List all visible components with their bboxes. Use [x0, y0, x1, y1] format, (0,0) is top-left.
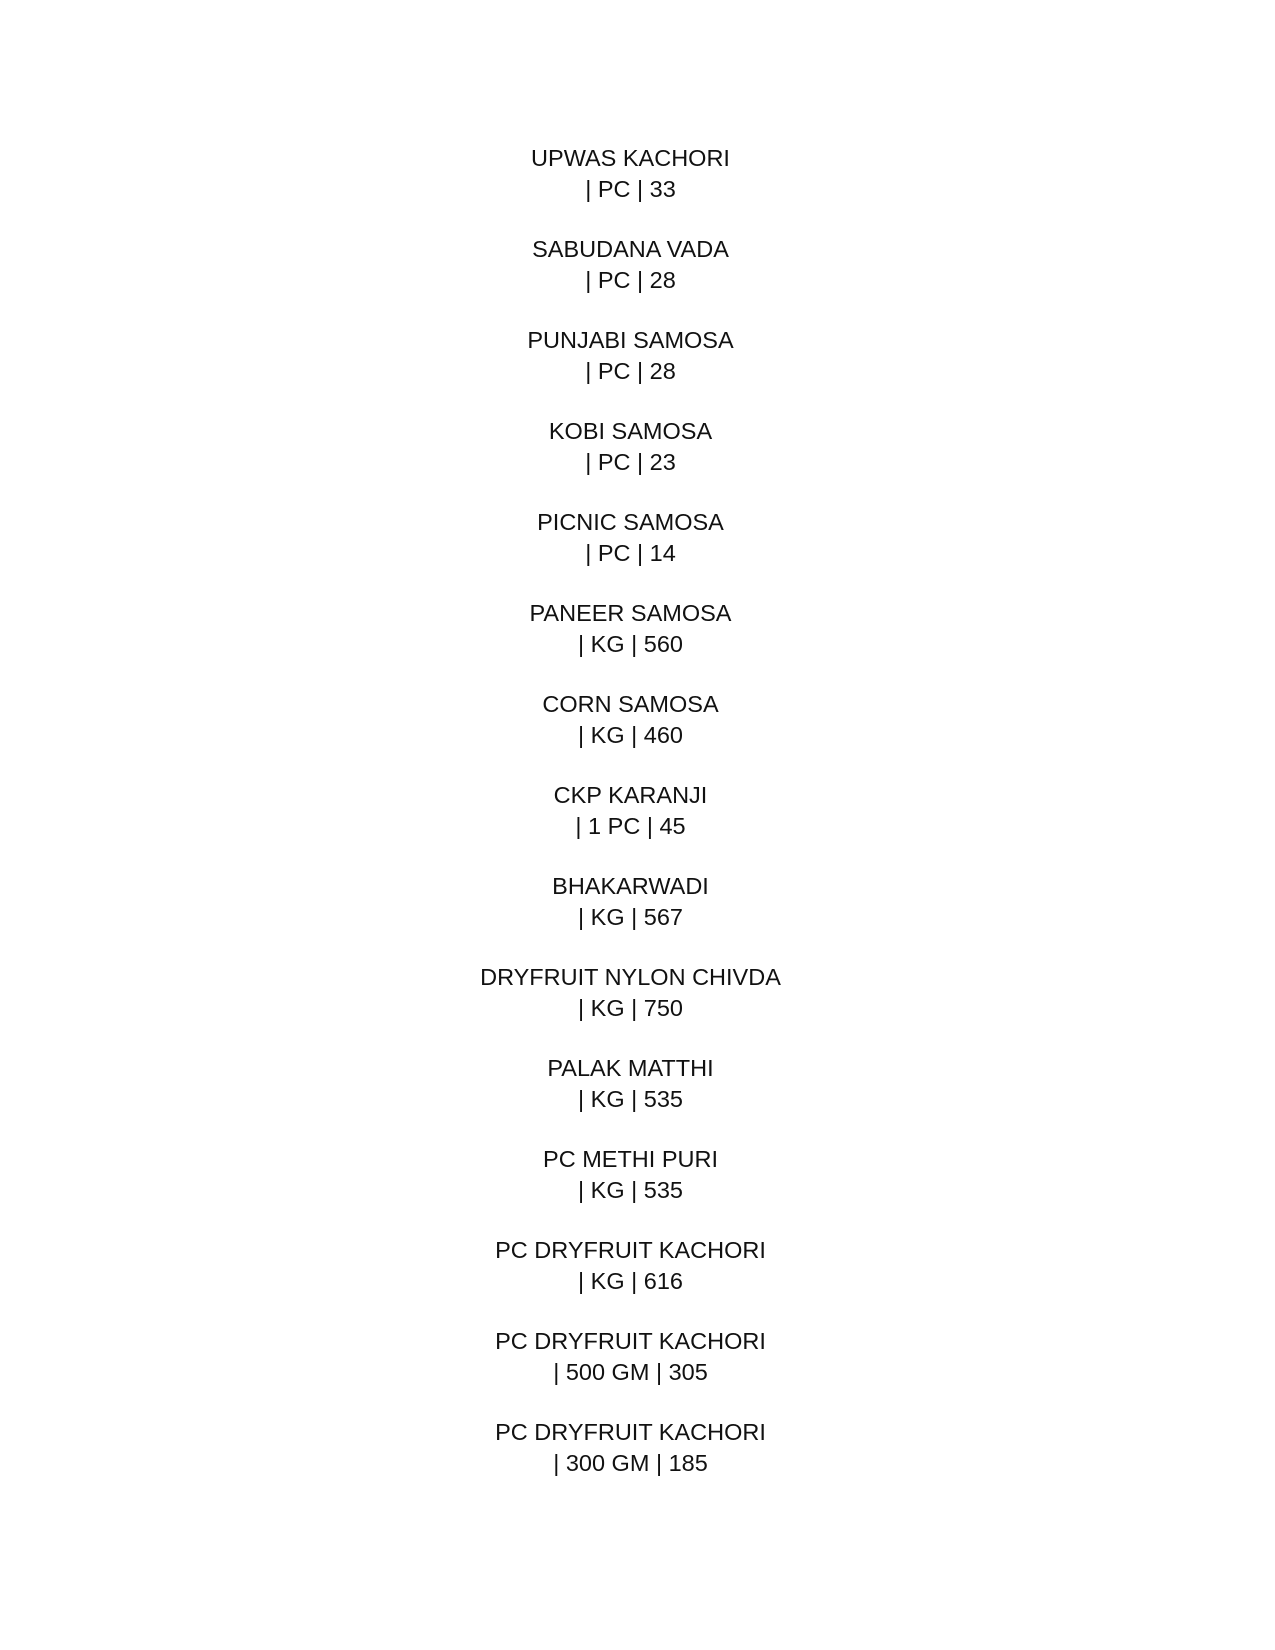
list-item: [0, 780, 1275, 871]
item-name: KOBI SAMOSA: [548, 418, 713, 444]
list-item: [0, 1144, 1275, 1235]
item-name: PICNIC SAMOSA: [537, 509, 724, 535]
list-item: [0, 689, 1275, 780]
item-detail: | PC | 14: [585, 539, 676, 566]
list-item: [0, 1326, 1275, 1417]
item-detail: | KG | 616: [578, 1267, 683, 1294]
item-detail: | PC | 23: [585, 448, 676, 475]
menu-list: [0, 143, 1275, 1508]
item-detail: | KG | 560: [578, 630, 683, 657]
item-detail: | KG | 750: [578, 994, 683, 1021]
item-name: DRYFRUIT NYLON CHIVDA: [480, 964, 781, 990]
item-name: PUNJABI SAMOSA: [527, 327, 734, 353]
item-detail: | KG | 535: [578, 1085, 683, 1112]
item-detail: | KG | 567: [578, 903, 683, 930]
item-detail: | 1 PC | 45: [575, 812, 686, 839]
list-item: [0, 1417, 1275, 1508]
list-item: [0, 416, 1275, 507]
list-item: [0, 143, 1275, 234]
item-name: PC DRYFRUIT KACHORI: [495, 1419, 766, 1445]
item-detail: | 300 GM | 185: [553, 1449, 708, 1476]
item-name: BHAKARWADI: [552, 873, 709, 899]
item-name: UPWAS KACHORI: [531, 145, 730, 171]
item-detail: | KG | 460: [578, 721, 683, 748]
item-name: PALAK MATTHI: [547, 1055, 714, 1081]
item-name: CKP KARANJI: [553, 782, 708, 808]
item-name: CORN SAMOSA: [542, 691, 719, 717]
list-item: [0, 962, 1275, 1053]
list-item: [0, 325, 1275, 416]
list-item: [0, 234, 1275, 325]
list-item: [0, 598, 1275, 689]
item-name: PC DRYFRUIT KACHORI: [495, 1328, 766, 1354]
item-detail: | PC | 28: [585, 266, 676, 293]
list-item: [0, 1053, 1275, 1144]
list-item: [0, 871, 1275, 962]
item-name: PC DRYFRUIT KACHORI: [495, 1237, 766, 1263]
item-detail: | PC | 28: [585, 357, 676, 384]
item-name: PANEER SAMOSA: [529, 600, 732, 626]
item-name: PC METHI PURI: [543, 1146, 718, 1172]
list-item: [0, 1235, 1275, 1326]
item-detail: | 500 GM | 305: [553, 1358, 708, 1385]
item-detail: | KG | 535: [578, 1176, 683, 1203]
item-detail: | PC | 33: [585, 175, 676, 202]
item-name: SABUDANA VADA: [532, 236, 729, 262]
list-item: [0, 507, 1275, 598]
